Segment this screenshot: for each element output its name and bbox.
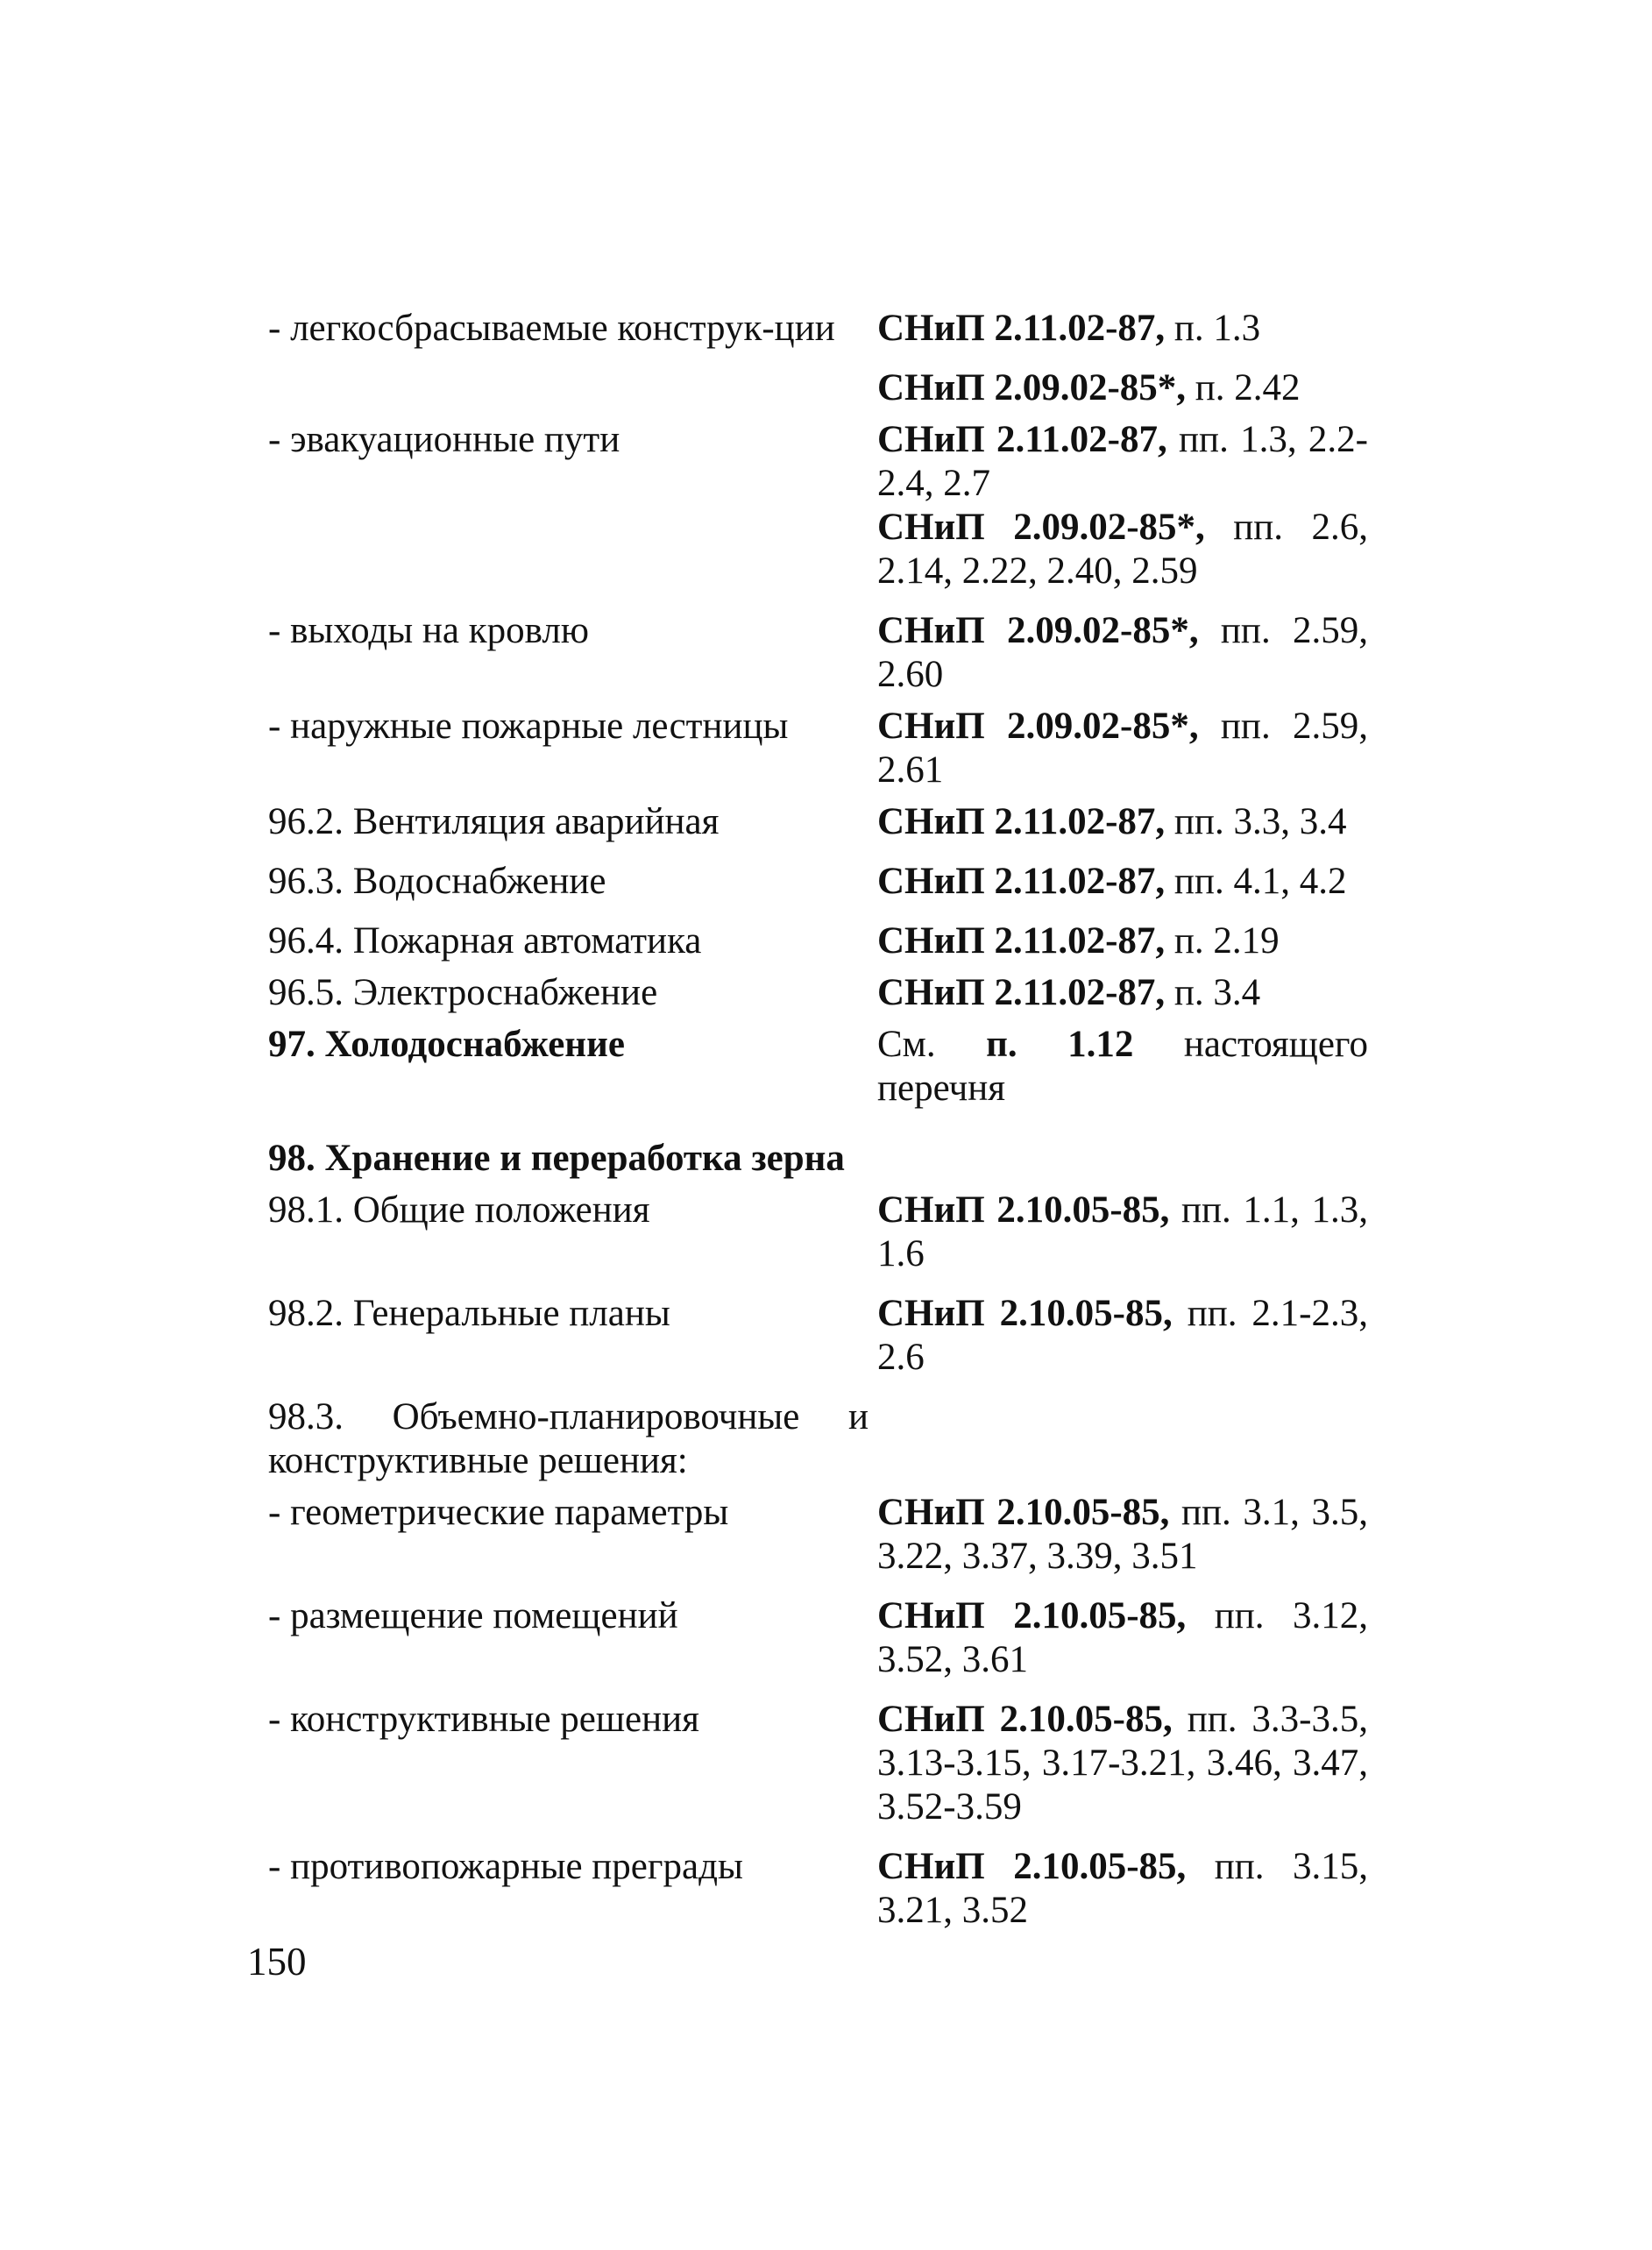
table-row [268, 609, 1381, 697]
clause-numbers: п. 3.4 [1165, 972, 1261, 1013]
clause-numbers: пп. 3.1, 3.5, 3.22, 3.37, 3.39, 3.51 [877, 1492, 1368, 1577]
table-row [268, 1594, 1381, 1682]
requirement-label: 98.1. Общие положения [268, 1189, 650, 1231]
clause-numbers: пп. 2.59, 2.60 [877, 610, 1368, 695]
requirement-label: - наружные пожарные лестницы [268, 706, 789, 747]
clause-numbers: пп. 2.6, 2.14, 2.22, 2.40, 2.59 [877, 507, 1368, 592]
table-row [268, 860, 1381, 904]
clause-numbers: пп. 2.1-2.3, 2.6 [877, 1293, 1368, 1378]
requirement-item [268, 971, 877, 1015]
table-row [268, 307, 1381, 410]
standard-code: СНиП 2.11.02-87, [877, 308, 1166, 349]
page-number: 150 [247, 1940, 307, 1984]
requirement-label: - эвакуационные пути [268, 419, 620, 460]
requirement-label: 98.3. Объемно-планировочные и конструктивные решения: [268, 1396, 869, 1481]
reference-cell [877, 800, 1368, 844]
table-row [268, 1023, 1381, 1111]
requirement-label: 96.2. Вентиляция аварийная [268, 801, 720, 842]
standard-code: СНиП 2.10.05-85, [877, 1595, 1187, 1636]
reference-line [877, 1594, 1368, 1682]
clause-numbers: п. 2.42 [1186, 367, 1301, 408]
reference-line [877, 919, 1368, 963]
section-heading [268, 1137, 882, 1181]
clause-numbers: пп. 3.12, 3.52, 3.61 [877, 1595, 1368, 1680]
reference-line [877, 1491, 1368, 1579]
clause-numbers: пп. 3.3-3.5, 3.13-3.15, 3.17-3.21, 3.46, 3.47, 3.52-3.59 [877, 1699, 1368, 1828]
table-row [268, 418, 1381, 593]
section-heading [268, 1023, 877, 1067]
see-clause: п. 1.12 [986, 1024, 1134, 1065]
table-row [268, 1189, 1381, 1276]
table-row [268, 971, 1381, 1015]
reference-cell [877, 1594, 1368, 1682]
reference-cell [877, 418, 1368, 593]
requirement-label: - геометрические параметры [268, 1492, 729, 1533]
requirement-item [268, 1491, 877, 1535]
requirement-label: 96.4. Пожарная автоматика [268, 920, 702, 962]
reference-cell [877, 705, 1368, 792]
requirement-item [268, 1395, 877, 1483]
table-row [268, 1491, 1381, 1579]
requirement-label: 96.5. Электроснабжение [268, 972, 658, 1013]
reference-cell [877, 1491, 1368, 1579]
reference-line [877, 1845, 1368, 1933]
requirement-label: - конструктивные решения [268, 1699, 699, 1740]
standard-code: СНиП 2.09.02-85*, [877, 610, 1199, 651]
requirement-item [268, 860, 877, 904]
requirement-item [268, 609, 877, 653]
table-row [268, 1845, 1381, 1933]
reference-cell [877, 919, 1368, 963]
reference-line [877, 971, 1368, 1015]
reference-line [877, 1698, 1368, 1829]
table-row [268, 1292, 1381, 1380]
table-row [268, 919, 1381, 963]
clause-numbers: пп. 1.3, 2.2-2.4, 2.7 [877, 419, 1369, 504]
requirement-item [268, 919, 877, 963]
requirement-item [268, 1594, 877, 1638]
clause-numbers: пп. 3.15, 3.21, 3.52 [877, 1846, 1368, 1931]
reference-line [877, 860, 1368, 904]
table-row [268, 705, 1381, 792]
requirement-item [268, 1845, 877, 1889]
standard-code: СНиП 2.11.02-87, [877, 861, 1166, 902]
table-row [268, 1137, 1381, 1181]
requirement-item [268, 800, 877, 844]
requirement-label: - легкосбрасываемые конструк-ции [268, 308, 835, 349]
reference-line [877, 506, 1368, 593]
standard-code: СНиП 2.11.02-87, [877, 920, 1166, 962]
reference-line [877, 609, 1368, 697]
standard-code: СНиП 2.10.05-85, [877, 1846, 1187, 1887]
see-prefix: См. [877, 1024, 987, 1065]
reference-line [877, 418, 1368, 506]
standard-code: СНиП 2.10.05-85, [877, 1189, 1170, 1231]
reference-line [877, 1189, 1368, 1276]
reference-cell [877, 1698, 1368, 1829]
clause-numbers: п. 2.19 [1165, 920, 1280, 962]
clause-numbers: пп. 2.59, 2.61 [877, 706, 1368, 791]
reference-cell [877, 307, 1368, 410]
reference-line [877, 705, 1368, 792]
standard-code: СНиП 2.10.05-85, [877, 1699, 1173, 1740]
reference-cell [877, 860, 1368, 904]
reference-line [877, 366, 1368, 410]
clause-numbers: п. 1.3 [1165, 308, 1261, 349]
requirement-item [268, 705, 877, 749]
clause-numbers: пп. 1.1, 1.3, 1.6 [877, 1189, 1368, 1274]
reference-line [877, 800, 1368, 844]
reference-cell [877, 971, 1368, 1015]
table-row [268, 1698, 1381, 1829]
see-suffix: настоящего перечня [877, 1024, 1368, 1109]
standard-code: СНиП 2.11.02-87, [877, 419, 1167, 460]
reference-cell [877, 1845, 1368, 1933]
reference-cell [877, 609, 1368, 697]
reference-table [268, 307, 1381, 1933]
standard-code: СНиП 2.09.02-85*, [877, 706, 1199, 747]
standard-code: СНиП 2.09.02-85*, [877, 367, 1187, 408]
requirement-item [268, 1189, 877, 1232]
clause-numbers: пп. 4.1, 4.2 [1165, 861, 1347, 902]
reference-line [877, 307, 1368, 351]
requirement-label: - размещение помещений [268, 1595, 678, 1636]
table-row [268, 1395, 1381, 1483]
requirement-label: - выходы на кровлю [268, 610, 589, 651]
clause-numbers: пп. 3.3, 3.4 [1165, 801, 1347, 842]
standard-code: СНиП 2.11.02-87, [877, 801, 1166, 842]
table-row [268, 800, 1381, 844]
reference-cell [877, 1292, 1368, 1380]
standard-code: СНиП 2.10.05-85, [877, 1293, 1173, 1334]
requirement-item [268, 418, 877, 462]
requirement-item [268, 307, 877, 351]
reference-cell [877, 1023, 1368, 1111]
requirement-label: - противопожарные преграды [268, 1846, 743, 1887]
standard-code: СНиП 2.09.02-85*, [877, 507, 1205, 548]
standard-code: СНиП 2.11.02-87, [877, 972, 1166, 1013]
requirement-item [268, 1292, 877, 1336]
section-title: 97. Холодоснабжение [268, 1024, 625, 1065]
reference-line [877, 1292, 1368, 1380]
section-title: 98. Хранение и переработка зерна [268, 1138, 845, 1179]
requirement-label: 96.3. Водоснабжение [268, 861, 606, 902]
reference-cell [877, 1189, 1368, 1276]
requirement-item [268, 1698, 877, 1742]
requirement-label: 98.2. Генеральные планы [268, 1293, 670, 1334]
standard-code: СНиП 2.10.05-85, [877, 1492, 1170, 1533]
